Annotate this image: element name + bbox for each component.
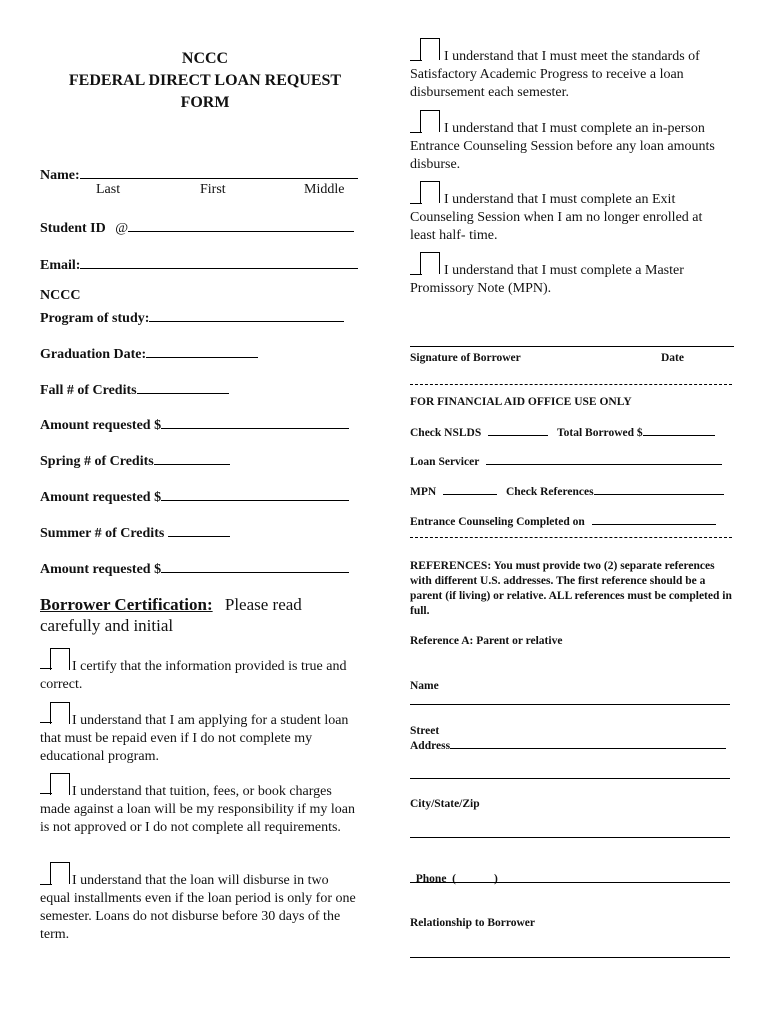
title-line-1: NCCC bbox=[181, 50, 229, 67]
spring-credits-row bbox=[40, 450, 230, 470]
program-heading: NCCC bbox=[40, 288, 81, 303]
fall-credits-row bbox=[40, 379, 229, 399]
ref-relationship-field[interactable] bbox=[410, 957, 730, 958]
cert-item-3: I understand that tuition, fees, or book charges made against a loan will be my responsibility if my loan is not approved or I do not complete all requirements. bbox=[40, 784, 355, 835]
cert-item-8: I understand that I must complete a Master Promissory Note (MPN). bbox=[410, 263, 684, 296]
program-field[interactable] bbox=[149, 307, 344, 322]
ref-address-field[interactable] bbox=[450, 748, 726, 749]
entrance-row bbox=[410, 515, 716, 530]
spring-amount-row bbox=[40, 486, 349, 506]
fall-amount-label: Amount requested $ bbox=[40, 418, 162, 433]
program-row bbox=[40, 307, 344, 327]
summer-credits-row bbox=[40, 522, 230, 542]
mpn-row bbox=[410, 485, 724, 500]
ref-address-line-2[interactable] bbox=[410, 778, 730, 779]
mpn-field[interactable] bbox=[443, 494, 497, 495]
cert-subheading-2: carefully and initial bbox=[40, 616, 174, 635]
check-references-field[interactable] bbox=[594, 494, 724, 495]
dashed-divider bbox=[410, 384, 732, 385]
student-id-row bbox=[40, 217, 354, 237]
cert-item-2: I understand that I am applying for a student loan that must be repaid even if I do not complete my educational program. bbox=[40, 713, 349, 764]
fall-amount-row bbox=[40, 414, 349, 434]
entrance-completed-label: Entrance Counseling Completed on bbox=[410, 516, 585, 528]
email-field[interactable] bbox=[80, 254, 358, 269]
entrance-completed-field[interactable] bbox=[592, 524, 716, 525]
summer-credits-label: Summer # of Credits bbox=[40, 526, 165, 541]
email-label: Email: bbox=[40, 258, 81, 273]
signature-line[interactable] bbox=[410, 346, 734, 347]
summer-amount-label: Amount requested $ bbox=[40, 562, 162, 577]
nslds-row bbox=[410, 426, 715, 441]
office-use-heading: FOR FINANCIAL AID OFFICE USE ONLY bbox=[410, 396, 632, 408]
summer-amount-field[interactable] bbox=[161, 558, 349, 573]
ref-city-label: City/State/Zip bbox=[410, 798, 480, 810]
ref-city-field[interactable] bbox=[410, 837, 730, 838]
total-borrowed-label: Total Borrowed $ bbox=[557, 427, 643, 439]
spring-credits-label: Spring # of Credits bbox=[40, 454, 154, 469]
spring-credits-field[interactable] bbox=[154, 450, 230, 465]
mpn-label: MPN bbox=[410, 486, 437, 498]
graduation-label: Graduation Date: bbox=[40, 347, 147, 362]
student-id-prefix: @ bbox=[115, 221, 129, 236]
total-borrowed-field[interactable] bbox=[643, 435, 715, 436]
name-middle-caption: Middle bbox=[304, 182, 345, 197]
name-last-caption: Last bbox=[96, 182, 121, 197]
references-instructions: REFERENCES: You must provide two (2) separate references with different U.S. addresses. The first reference should be a parent (if living) or relative. ALL references must be completed in full. bbox=[410, 560, 732, 617]
name-field[interactable] bbox=[80, 164, 358, 179]
ref-address-row bbox=[410, 739, 726, 754]
ref-phone-label: Phone ( bbox=[415, 873, 456, 885]
program-label: Program of study: bbox=[40, 311, 150, 326]
graduation-field[interactable] bbox=[146, 343, 258, 358]
name-label: Name: bbox=[40, 168, 80, 183]
name-first-caption: First bbox=[200, 182, 226, 197]
ref-address-label: Address bbox=[410, 740, 451, 752]
ref-relationship-label: Relationship to Borrower bbox=[410, 917, 536, 929]
summer-credits-field[interactable] bbox=[168, 522, 230, 537]
student-id-field[interactable] bbox=[128, 217, 354, 232]
dashed-divider bbox=[410, 537, 732, 538]
loan-servicer-label: Loan Servicer bbox=[410, 456, 480, 468]
check-references-label: Check References bbox=[505, 486, 594, 498]
student-id-label: Student ID bbox=[40, 221, 106, 236]
summer-amount-row bbox=[40, 558, 349, 578]
fall-amount-field[interactable] bbox=[161, 414, 349, 429]
cert-subheading: Please read bbox=[224, 595, 302, 614]
date-label: Date bbox=[661, 352, 684, 364]
form-title bbox=[40, 48, 370, 114]
graduation-row bbox=[40, 343, 258, 363]
cert-item-5: I understand that I must meet the standards of Satisfactory Academic Progress to receive a loan disbursement each semester. bbox=[410, 49, 700, 100]
title-line-2: FEDERAL DIRECT LOAN REQUEST bbox=[68, 72, 342, 89]
signature-label: Signature of Borrower bbox=[410, 352, 521, 364]
cert-heading-row bbox=[40, 595, 302, 615]
cert-heading: Borrower Certification: bbox=[40, 595, 213, 614]
cert-item-7: I understand that I must complete an Exit Counseling Session when I am no longer enrolled at least half- time. bbox=[410, 192, 703, 243]
reference-a-heading: Reference A: Parent or relative bbox=[410, 635, 563, 647]
ref-name-label: Name bbox=[410, 680, 439, 692]
fall-credits-label: Fall # of Credits bbox=[40, 383, 137, 398]
servicer-row bbox=[410, 455, 722, 470]
spring-amount-field[interactable] bbox=[161, 486, 349, 501]
ref-phone-field[interactable] bbox=[410, 882, 730, 883]
name-row bbox=[40, 164, 358, 184]
check-nslds-label: Check NSLDS bbox=[410, 427, 482, 439]
spring-amount-label: Amount requested $ bbox=[40, 490, 162, 505]
loan-servicer-field[interactable] bbox=[486, 464, 722, 465]
ref-street-label: Street bbox=[410, 725, 440, 737]
cert-item-6: I understand that I must complete an in-person Entrance Counseling Session before any loan amounts disburse. bbox=[410, 121, 715, 172]
cert-item-4: I understand that the loan will disburse in two equal installments even if the loan period is only for one semester. Loans do not disburse before 30 days of the term. bbox=[40, 873, 356, 942]
title-line-3: FORM bbox=[180, 94, 230, 111]
check-nslds-field[interactable] bbox=[488, 435, 548, 436]
cert-item-1: I certify that the information provided is true and correct. bbox=[40, 659, 347, 692]
ref-phone-close: ) bbox=[494, 873, 498, 885]
email-row bbox=[40, 254, 358, 274]
fall-credits-field[interactable] bbox=[137, 379, 229, 394]
ref-name-field[interactable] bbox=[410, 704, 730, 705]
